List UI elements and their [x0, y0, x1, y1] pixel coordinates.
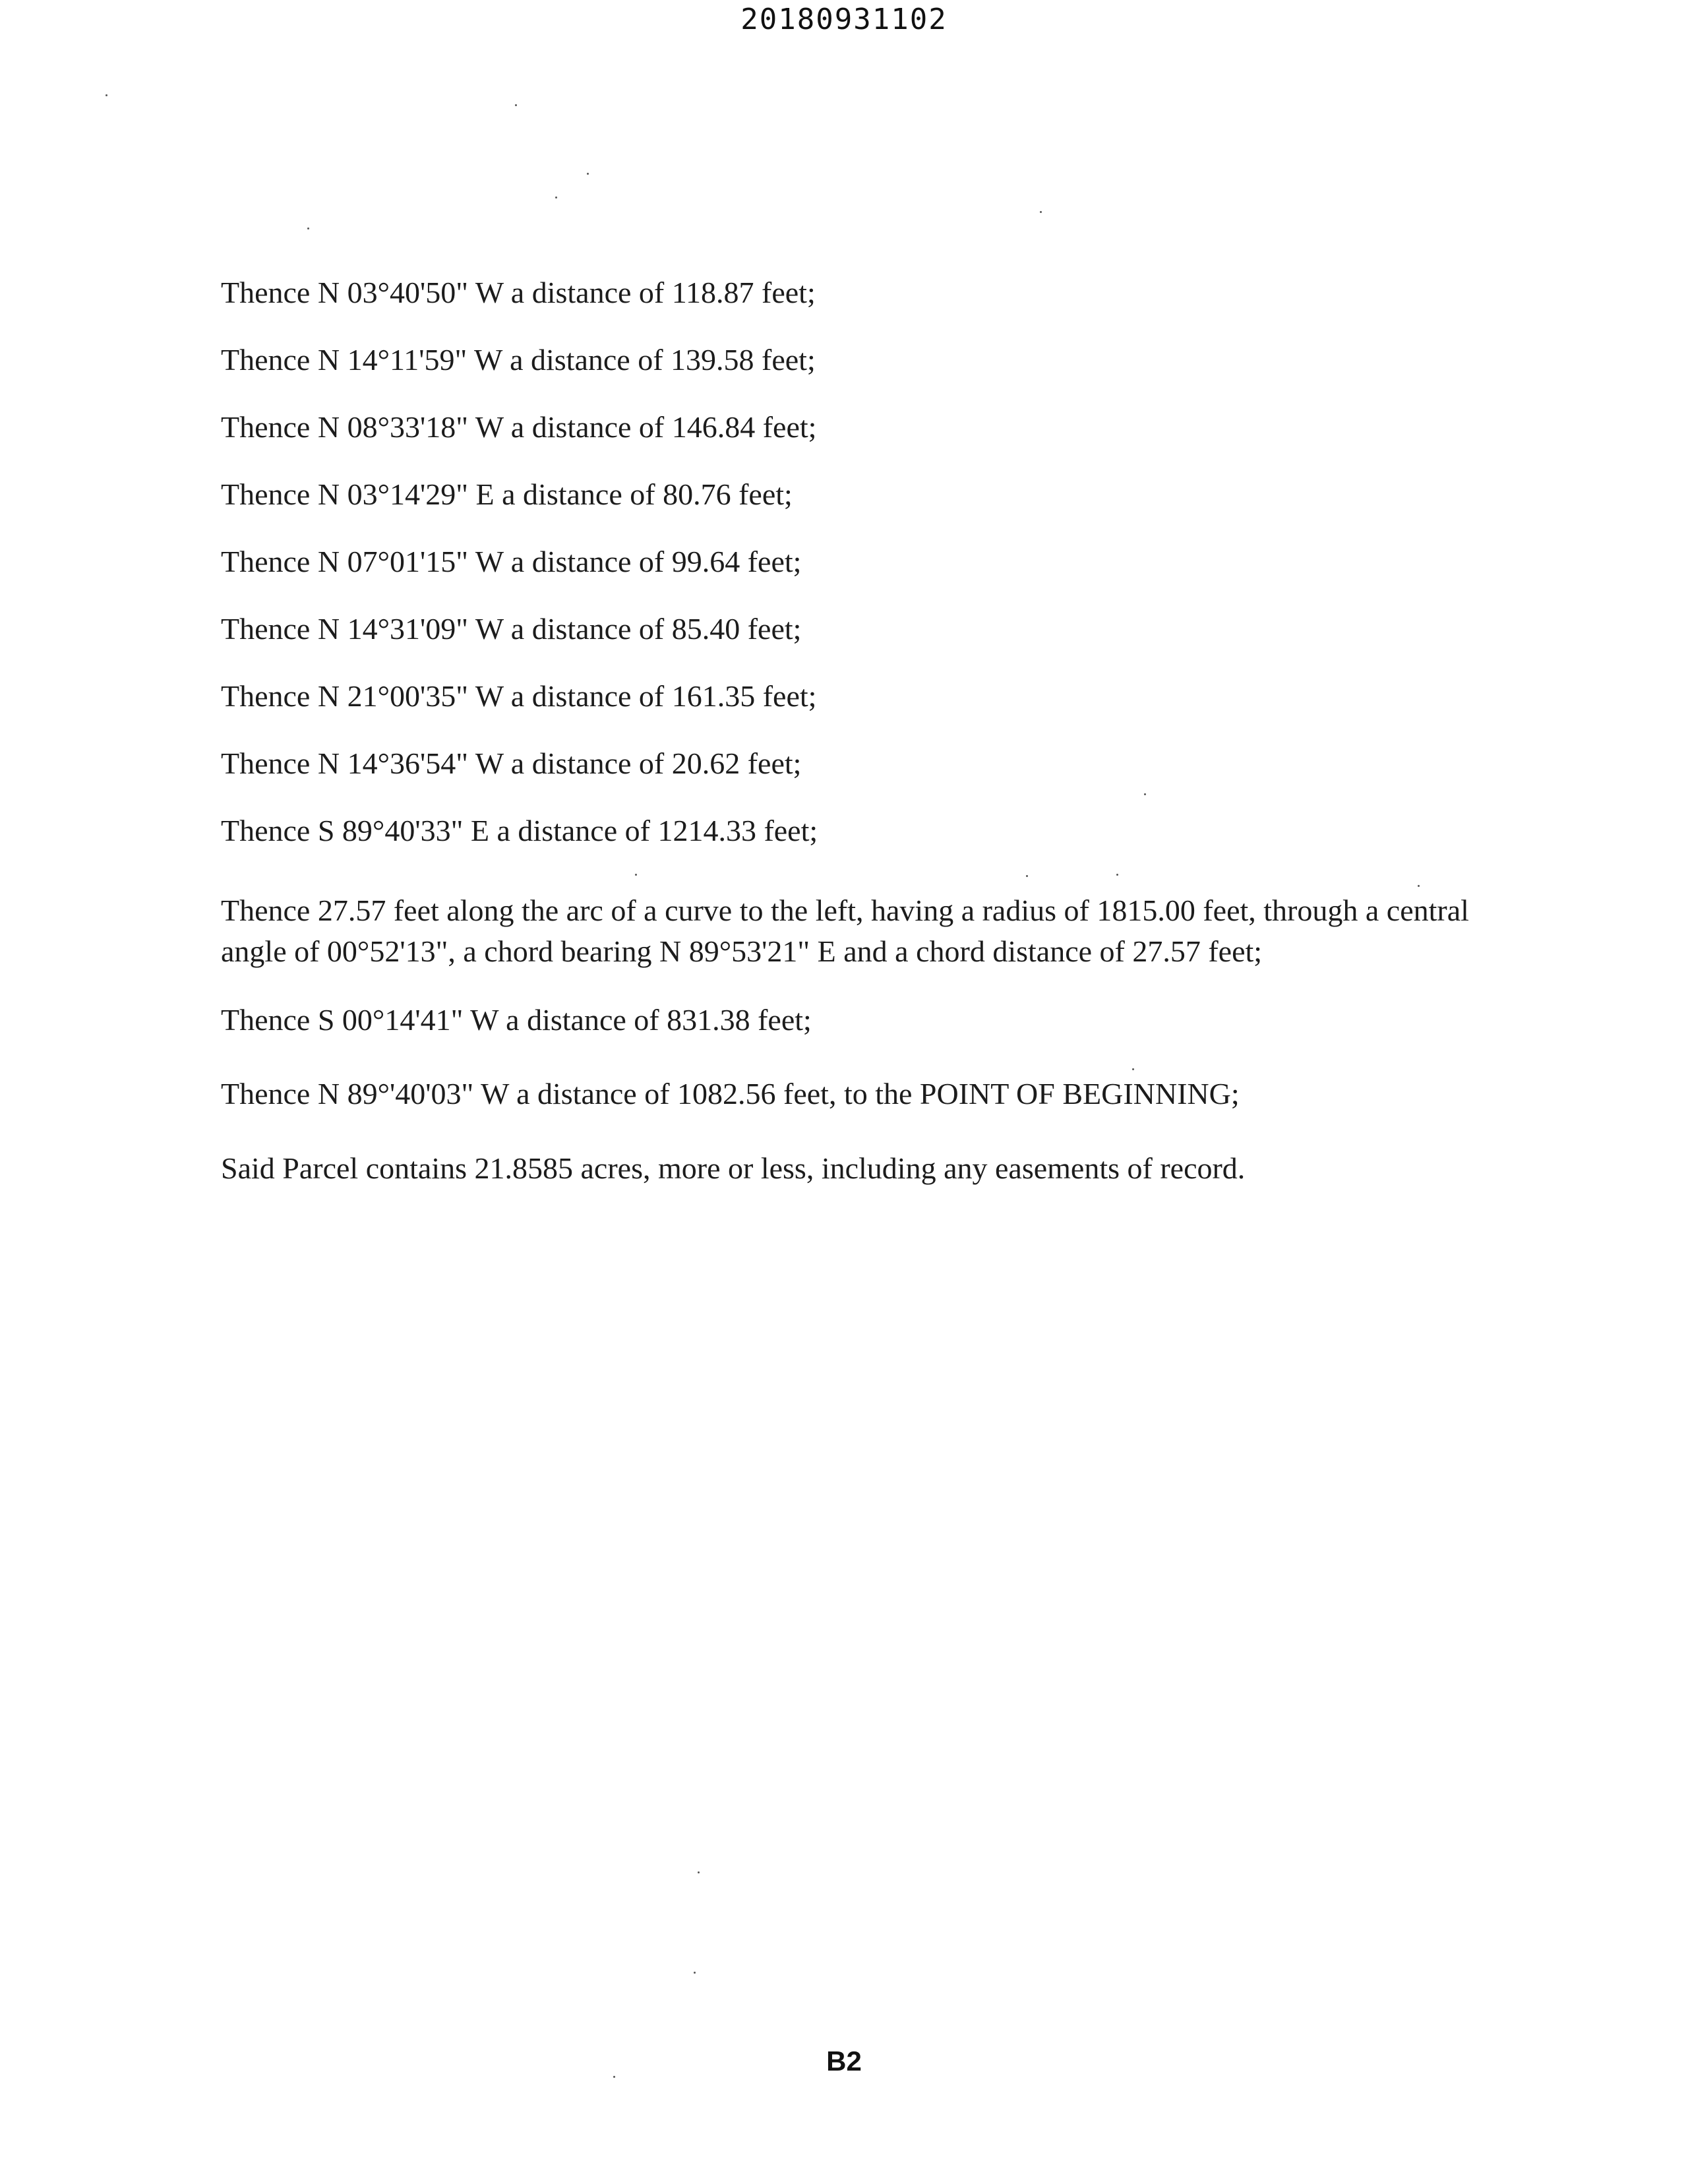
- curve-course-paragraph: Thence 27.57 feet along the arc of a curve to the left, having a radius of 1815.00 feet, through a central angle of 00°52'13", a chord bearing N 89°53'21" E and a chord distance of 27.57 feet;: [221, 894, 1469, 968]
- scan-speck: [1116, 874, 1118, 876]
- course-line-1: Thence N 03°40'50" W a distance of 118.87 feet;: [221, 276, 816, 309]
- document-number: 20180931102: [740, 3, 948, 36]
- scan-speck: [698, 1871, 700, 1873]
- course-line-9: Thence S 89°40'33" E a distance of 1214.33 feet;: [221, 814, 818, 847]
- scan-speck: [1026, 875, 1028, 877]
- course-line-3: Thence N 08°33'18" W a distance of 146.84 feet;: [221, 410, 817, 444]
- course-line-5: Thence N 07°01'15" W a distance of 99.64 feet;: [221, 545, 802, 578]
- scan-speck: [1040, 211, 1042, 213]
- course-line-6: Thence N 14°31'09" W a distance of 85.40 feet;: [221, 612, 802, 646]
- course-line-2: Thence N 14°11'59" W a distance of 139.58 feet;: [221, 343, 816, 377]
- parcel-area-statement: Said Parcel contains 21.8585 acres, more or less, including any easements of record.: [221, 1151, 1246, 1185]
- scan-speck: [307, 228, 309, 229]
- scan-speck: [587, 173, 589, 175]
- scan-speck: [694, 1972, 696, 1974]
- course-line-8: Thence N 14°36'54" W a distance of 20.62 feet;: [221, 746, 802, 780]
- scan-speck: [635, 874, 637, 876]
- course-line-4: Thence N 03°14'29" E a distance of 80.76 feet;: [221, 477, 793, 511]
- course-line-7: Thence N 21°00'35" W a distance of 161.35 feet;: [221, 679, 817, 713]
- course-line-11: Thence S 00°14'41" W a distance of 831.38 feet;: [221, 1003, 812, 1037]
- scan-speck: [1418, 885, 1420, 887]
- scan-speck: [555, 197, 557, 198]
- scan-speck: [1144, 793, 1146, 795]
- course-line-12: Thence N 89°'40'03" W a distance of 1082.56 feet, to the POINT OF BEGINNING;: [221, 1077, 1240, 1110]
- scan-speck: [106, 94, 107, 96]
- scan-speck: [1132, 1068, 1134, 1070]
- scan-speck: [515, 104, 517, 106]
- page-label: B2: [826, 2046, 862, 2077]
